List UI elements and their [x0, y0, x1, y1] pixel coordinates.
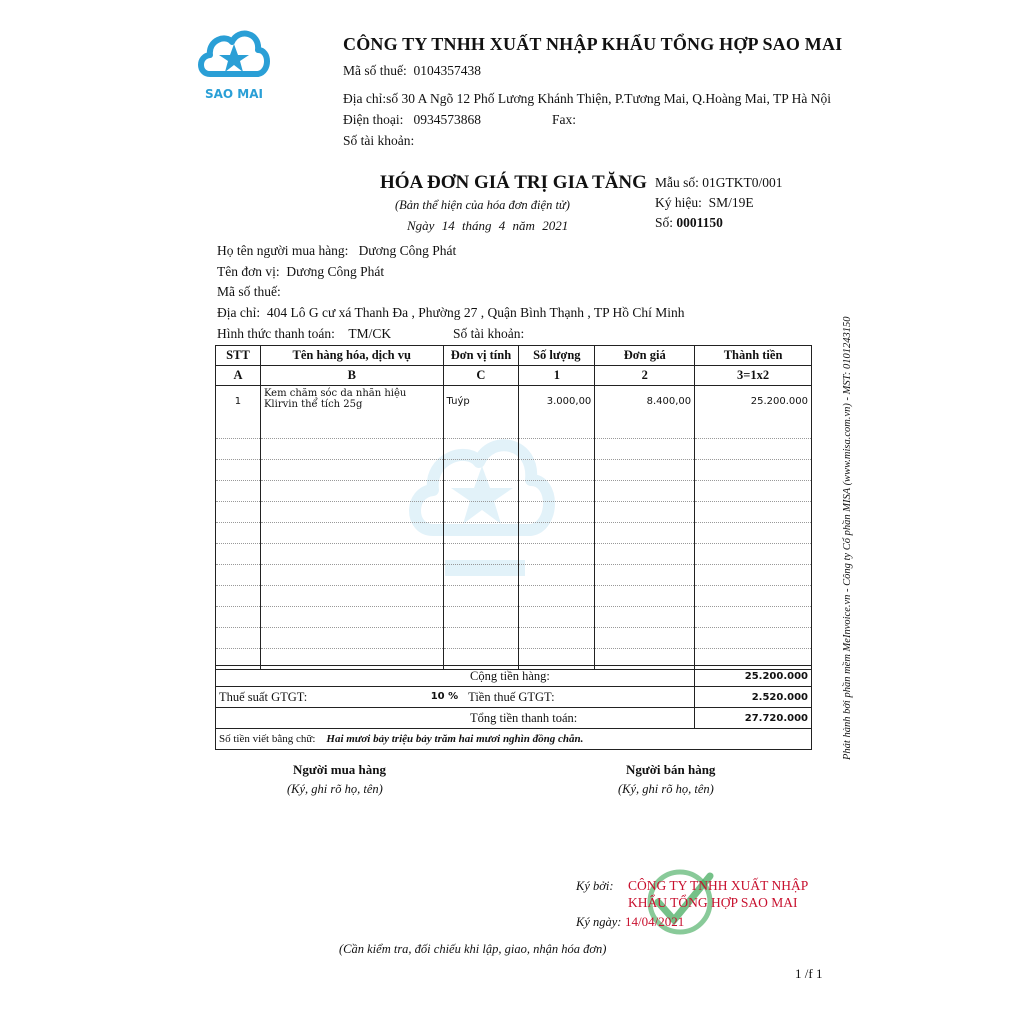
- seller-signature-title: Người bán hàng: [626, 762, 716, 777]
- amount-words: Hai mươi bảy triệu bảy trăm hai mươi nghìn đồng chẵn.: [326, 733, 584, 745]
- cell-stt: 1: [216, 386, 261, 439]
- col-code: 1: [519, 366, 595, 386]
- grand-total-row: [216, 708, 812, 729]
- cell-amount: 25.200.000: [695, 386, 812, 439]
- company-tax-code: 0104357438: [413, 63, 481, 78]
- invoice-title: HÓA ĐƠN GIÁ TRỊ GIA TĂNG: [380, 172, 647, 193]
- cell-qty: 3.000,00: [519, 386, 595, 439]
- signed-date: 14/04/2021: [625, 914, 685, 929]
- company-phone-label: Điện thoại:: [343, 112, 404, 127]
- table-row: [216, 386, 812, 439]
- col-header-qty: Số lượng: [519, 346, 595, 366]
- grand-total-label: Tổng tiền thanh toán:: [216, 708, 695, 729]
- invoice-form-row: [655, 175, 783, 191]
- empty-row: [216, 460, 812, 481]
- company-account-row: [343, 133, 414, 149]
- table-code-row: [216, 366, 812, 386]
- empty-row: [216, 628, 812, 649]
- buyer-address-row: [217, 305, 685, 321]
- totals-table: [215, 665, 812, 750]
- invoice-number: 0001150: [676, 215, 723, 230]
- buyer-tax-row: [217, 284, 281, 300]
- invoice-symbol-row: [655, 195, 754, 211]
- invoice-form-no: 01GTKT0/001: [702, 175, 783, 190]
- buyer-signature-title: Người mua hàng: [293, 762, 387, 777]
- signed-by-label: Ký bởi:: [576, 879, 614, 893]
- col-code: C: [443, 366, 519, 386]
- buyer-unit-label: Tên đơn vị:: [217, 264, 280, 279]
- empty-row: [216, 439, 812, 460]
- col-header-stt: STT: [216, 346, 261, 366]
- buyer-name: Dương Công Phát: [358, 243, 457, 258]
- subtotal-row: [216, 666, 812, 687]
- buyer-payment-row: [217, 326, 525, 342]
- invoice-number-label: Số:: [655, 215, 674, 230]
- seller-signature-hint: (Ký, ghi rõ họ, tên): [618, 782, 714, 796]
- page-number: 1 /f 1: [795, 966, 823, 981]
- company-address-label: Địa chỉ:: [343, 91, 387, 106]
- invoice-number-row: [655, 215, 723, 231]
- empty-row: [216, 586, 812, 607]
- signed-date-label: Ký ngày:: [576, 915, 622, 929]
- buyer-unit: Dương Công Phát: [286, 264, 385, 279]
- vat-rate-cell: [216, 687, 461, 708]
- side-publisher-text: [842, 260, 860, 760]
- side-publisher-label: Phát hành bởi phần mềm MeInvoice.vn - Công ty Cổ phần MISA (www.misa.com.vn) - MST: 0101243150: [842, 316, 853, 760]
- invoice-symbol: SM/19E: [708, 195, 754, 210]
- vat-row: [216, 687, 812, 708]
- buyer-signature-hint: (Ký, ghi rõ họ, tên): [287, 782, 383, 796]
- amount-words-row: [216, 729, 812, 750]
- col-header-price: Đơn giá: [595, 346, 695, 366]
- vat-amount-value: 2.520.000: [695, 687, 812, 708]
- footer-note: (Cần kiểm tra, đối chiếu khi lập, giao, nhận hóa đơn): [339, 942, 607, 956]
- company-address-row: [343, 91, 831, 107]
- empty-row: [216, 565, 812, 586]
- empty-row: [216, 544, 812, 565]
- empty-row: [216, 607, 812, 628]
- vat-rate-value: 10 %: [430, 691, 459, 702]
- col-header-amount: Thành tiền: [695, 346, 812, 366]
- company-account-label: Số tài khoản:: [343, 133, 415, 148]
- cell-unit: Tuýp: [443, 386, 519, 439]
- empty-row: [216, 523, 812, 544]
- buyer-payment: TM/CK: [348, 326, 392, 341]
- buyer-address-label: Địa chỉ:: [217, 305, 261, 320]
- company-address: số 30 A Ngõ 12 Phố Lương Khánh Thiện, P.Tương Mai, Q.Hoàng Mai, TP Hà Nội: [386, 91, 832, 106]
- invoice-form-label: Mẫu số:: [655, 175, 699, 190]
- amount-words-cell: [216, 729, 812, 750]
- amount-words-label: Số tiền viết bằng chữ:: [219, 733, 316, 745]
- vat-rate-label: Thuế suất GTGT:: [219, 689, 308, 704]
- empty-row: [216, 481, 812, 502]
- company-fax-label: Fax:: [552, 112, 577, 127]
- signed-by-line1: CÔNG TY TNHH XUẤT NHẬP: [628, 878, 809, 893]
- invoice-symbol-label: Ký hiệu:: [655, 195, 702, 210]
- buyer-name-label: Họ tên người mua hàng:: [217, 243, 349, 258]
- signed-by-line2: KHẨU TỔNG HỢP SAO MAI: [628, 895, 798, 910]
- col-code: B: [260, 366, 443, 386]
- table-header-row: [216, 346, 812, 366]
- subtotal-label: Cộng tiền hàng:: [216, 666, 695, 687]
- invoice-subtitle: (Bản thể hiện của hóa đơn điện tử): [395, 198, 570, 212]
- buyer-payment-label: Hình thức thanh toán:: [217, 326, 335, 341]
- company-tax-label: Mã số thuế:: [343, 63, 407, 78]
- vat-amount-label: Tiền thuế GTGT:: [460, 687, 695, 708]
- company-tax-row: [343, 63, 481, 79]
- col-code: 3=1x2: [695, 366, 812, 386]
- col-code: 2: [595, 366, 695, 386]
- cell-price: 8.400,00: [595, 386, 695, 439]
- subtotal-value: 25.200.000: [695, 666, 812, 687]
- grand-total-value: 27.720.000: [695, 708, 812, 729]
- col-code: A: [216, 366, 261, 386]
- logo-text: SAO MAI: [204, 87, 264, 101]
- buyer-name-row: [217, 243, 456, 259]
- invoice-date: Ngày 14 tháng 4 năm 2021: [407, 218, 569, 233]
- company-phone-row: [343, 112, 577, 128]
- empty-row: [216, 502, 812, 523]
- company-phone: 0934573868: [413, 112, 481, 127]
- company-logo: [196, 22, 272, 104]
- buyer-address: 404 Lô G cư xá Thanh Đa , Phường 27 , Quận Bình Thạnh , TP Hồ Chí Minh: [266, 305, 685, 320]
- buyer-tax-label: Mã số thuế:: [217, 284, 281, 299]
- cell-name: Kem chăm sóc da nhãn hiệu Klirvin thể tích 25g: [260, 386, 443, 439]
- col-header-name: Tên hàng hóa, dịch vụ: [260, 346, 443, 366]
- buyer-unit-row: [217, 264, 384, 280]
- col-header-unit: Đơn vị tính: [443, 346, 519, 366]
- items-table: [215, 345, 812, 670]
- company-name: CÔNG TY TNHH XUẤT NHẬP KHẨU TỔNG HỢP SAO MAI: [343, 34, 843, 54]
- buyer-account-label: Số tài khoản:: [453, 326, 525, 341]
